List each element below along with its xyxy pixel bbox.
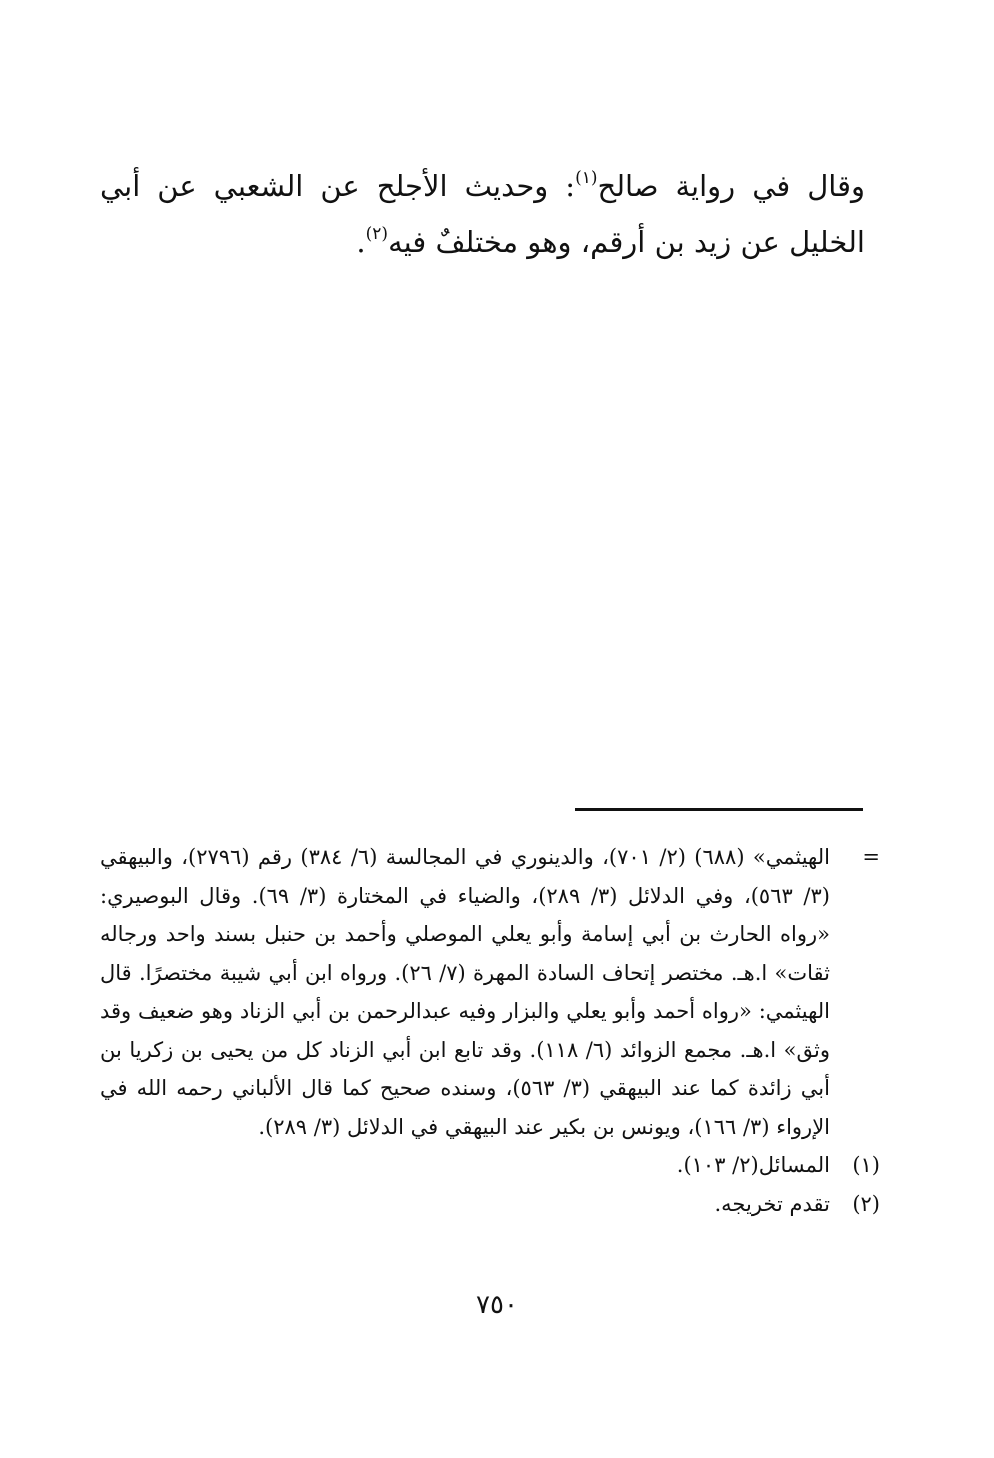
footnote-continued <box>100 838 880 1146</box>
main-text-part-3: . <box>356 225 366 259</box>
main-paragraph <box>100 158 865 270</box>
main-text <box>100 158 865 270</box>
footnote-ref-1: (١) <box>575 168 598 188</box>
footnotes <box>100 838 880 1223</box>
footnote-1-number: (١) <box>852 1153 880 1177</box>
footnote-ref-2: (٢) <box>365 224 389 244</box>
footnote-2-text: تقدم تخريجه. <box>714 1191 830 1216</box>
footnote-separator <box>575 808 863 811</box>
footnote-2 <box>100 1185 880 1224</box>
footnote-continued-text: الهيثمي» (٦٨٨) (٢/ ٧٠١)، والدينوري في المجالسة (٦/ ٣٨٤) رقم (٢٧٩٦)، والبيهقي (٣/ ٥٦٣)، وفي الدلائل (٣/ ٢٨٩)، والضياء في المختارة (٣/ ٦٩). وقال البوصيري: «رواه الحارث بن أبي إسامة وأبو يعلي الموصلي وأحمد بن حنبل بسند واحد ورجاله ثقات» ا.هـ. مختصر إتحاف السادة المهرة (٧/ ٢٦). ورواه ابن أبي شيبة مختصرًا. قال الهيثمي: «رواه أحمد وأبو يعلي والبزار وفيه عبدالرحمن بن أبي الزناد وهو ضعيف وقد وثق» ا.هـ. مجمع الزوائد (٦/ ١١٨). وقد تابع ابن أبي الزناد كل من يحيى بن زكريا بن أبي زائدة كما عند البيهقي (٣/ ٥٦٣)، وسنده صحيح كما قال الألباني رحمه الله في الإرواء (٣/ ١٦٦)، ويونس بن بكير عند البيهقي في الدلائل (٣/ ٢٨٩). <box>100 845 830 1139</box>
page-number: ٧٥٠ <box>476 1290 518 1320</box>
footnote-1-text: المسائل(٢/ ١٠٣). <box>676 1153 830 1177</box>
footnote-2-number: (٢) <box>852 1191 880 1216</box>
continuation-marker: = <box>862 845 880 869</box>
main-text-part-2: : وحديث الأجلح عن الشعبي عن أبي الخليل عن زيد بن أرقم، وهو مختلفٌ فيه <box>100 169 865 259</box>
footnote-1 <box>100 1146 880 1185</box>
main-text-part-1: وقال في رواية صالح <box>597 169 865 203</box>
